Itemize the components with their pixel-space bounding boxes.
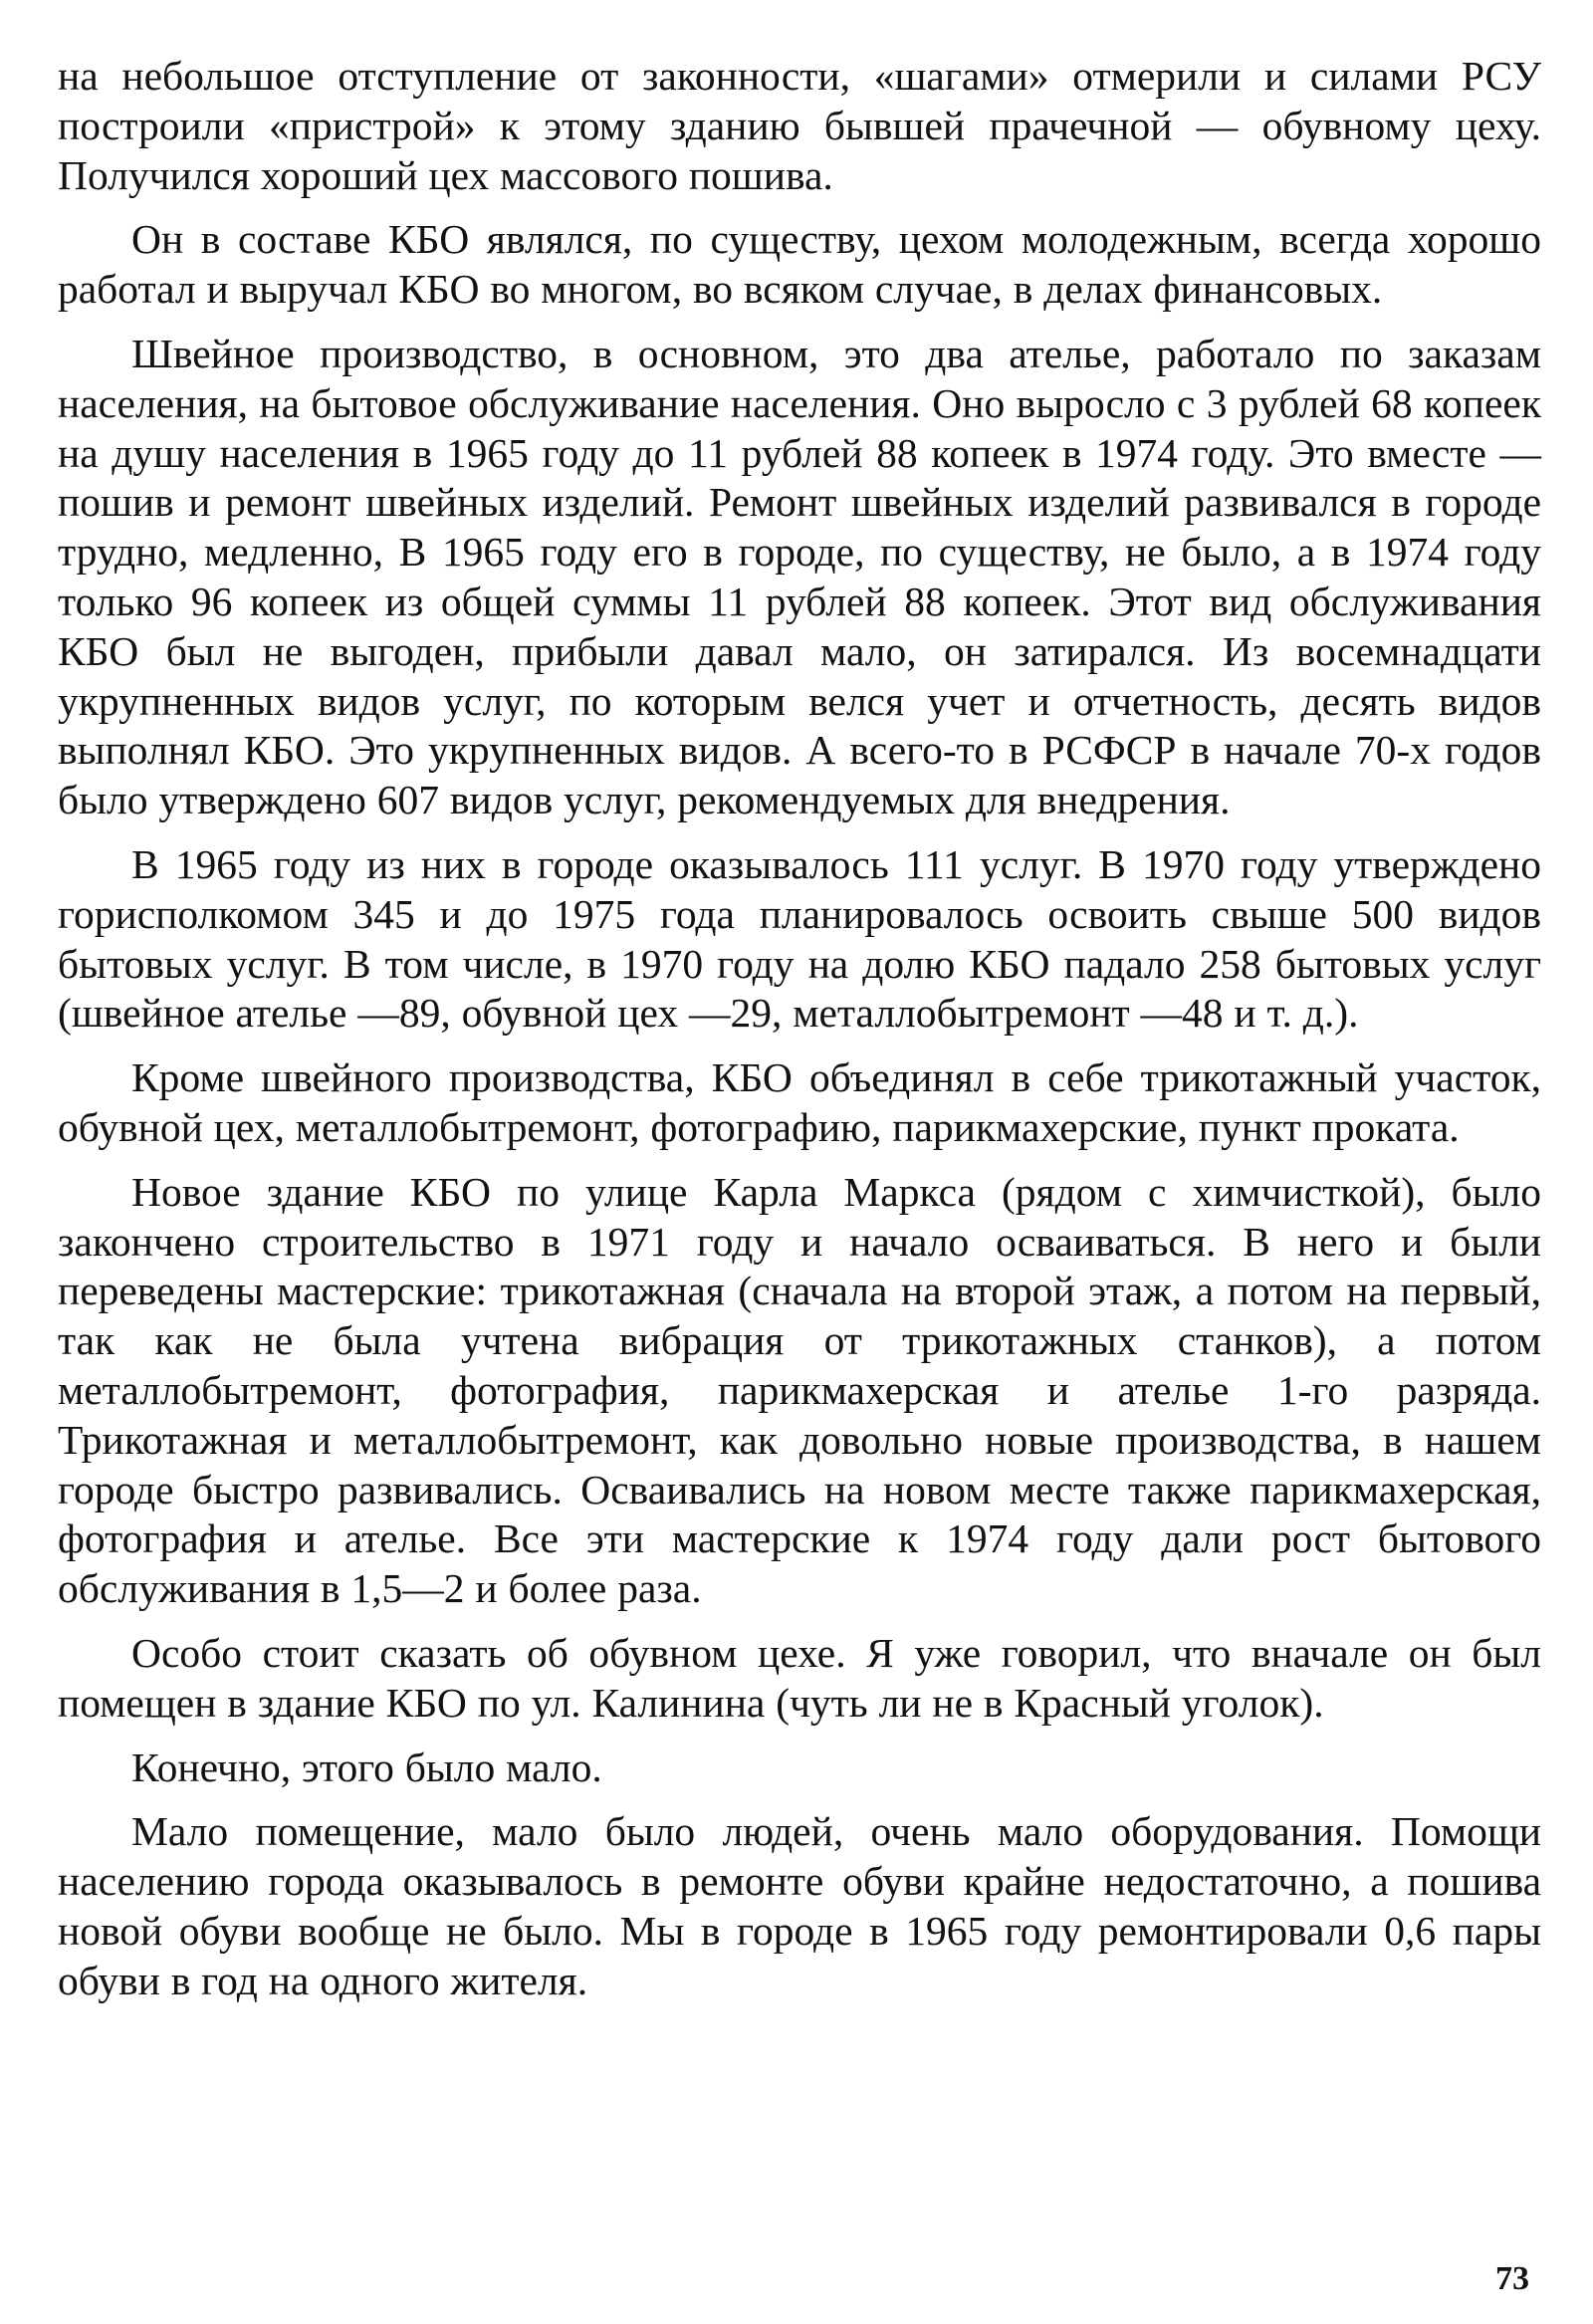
paragraph-8: Конечно, этого было мало.: [131, 1743, 602, 1790]
paragraph-4: В 1965 году из них в городе оказывалось 111 услуг. В 1970 году утверждено горисполкомом 345 и до 1975 года планировалось освоить свыше 500 видов бытовых услуг. В том числе, в 1970 году на долю КБО падало 258 бытовых услуг (швейное ателье —89, обувной цех —29, металлобытремонт —48 и т. д.).: [58, 840, 1541, 1037]
paragraph-6: Новое здание КБО по улице Карла Маркса (рядом с химчисткой), было закончено строительство в 1971 году и начало осваиваться. В него и были переведены мастерские: трикотажная (сначала на второй этаж, а потом на первый, так как не была учтена вибрация от трикотажных станков), а потом металлобытремонт, фотография, парикмахерская и ателье 1-го разряда. Трикотажная и металлобытремонт, как довольно новые производства, в нашем городе быстро развивались. Осваивались на новом месте также парикмахерская, фотография и ателье. Все эти мастерские к 1974 году дали рост бытового обслуживания в 1,5—2 и более раза.: [58, 1168, 1541, 1612]
paragraph-9: Мало помещение, мало было людей, очень мало оборудования. Помощи населению города оказывалось в ремонте обуви крайне недостаточно, а пошива новой обуви вообще не было. Мы в городе в 1965 году ремонтировали 0,6 пары обуви в год на одного жителя.: [58, 1808, 1541, 2003]
paragraph-1: на небольшое отступление от законности, «шагами» отмерили и силами РСУ построили «пристрой» к этому зданию бывшей прачечной — обувному цеху. Получился хороший цех массового пошива.: [58, 53, 1541, 198]
paragraph-7: Особо стоит сказать об обувном цехе. Я уже говорил, что вначале он был помещен в здание КБО по ул. Калинина (чуть ли не в Красный уголок).: [58, 1629, 1541, 1726]
paragraph-3: Швейное производство, в основном, это два ателье, работало по заказам населения, на бытовое обслуживание населения. Оно выросло с 3 рублей 68 копеек на душу населения в 1965 году до 11 рублей 88 копеек в 1974 году. Это вместе — пошив и ремонт швейных изделий. Ремонт швейных изделий развивался в городе трудно, медленно, В 1965 году его в городе, по существу, не было, а в 1974 году только 96 копеек из общей суммы 11 рублей 88 копеек. Этот вид обслуживания КБО был не выгоден, прибыли давал мало, он затирался. Из восемнадцати укрупненных видов услуг, по которым велся учет и отчетность, десять видов выполнял КБО. Это укрупненных видов. А всего-то в РСФСР в начале 70-х годов было утверждено 607 видов услуг, рекомендуемых для внедрения.: [58, 330, 1541, 823]
page-number: 73: [1495, 2260, 1529, 2297]
paragraph-5: Кроме швейного производства, КБО объединял в себе трикотажный участок, обувной цех, металлобытремонт, фотографию, парикмахерские, пункт проката.: [58, 1054, 1541, 1150]
page-text: [58, 52, 1541, 2020]
paragraph-2: Он в составе КБО являлся, по существу, цехом молодежным, всегда хорошо работал и выручал КБО во многом, во всяком случае, в делах финансовых.: [58, 216, 1541, 313]
